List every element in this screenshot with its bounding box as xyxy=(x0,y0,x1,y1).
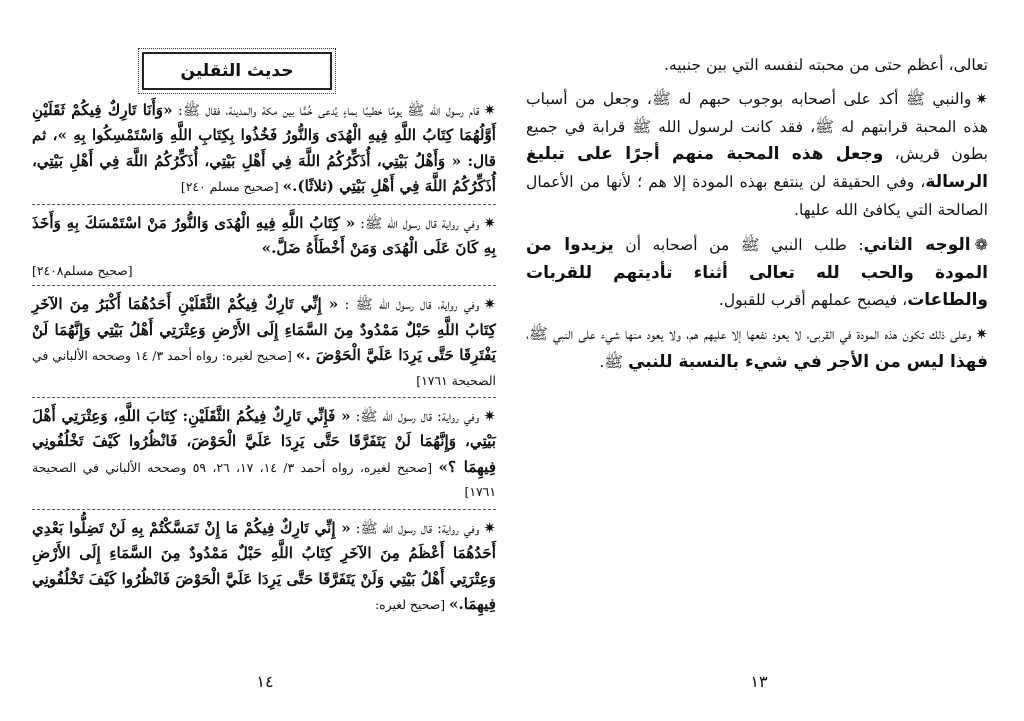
bold-phrase: فهذا ليس من الأجر في شيء بالنسبة للنبي xyxy=(628,351,988,372)
paragraph xyxy=(526,86,988,225)
star-ornament-icon: ✷ xyxy=(483,518,496,537)
hadith-quote: « كِتَابُ اللَّهِ فِيهِ الْهُدَى وَالنُّورُ مَنْ اسْتَمْسَكَ بِهِ وَأَخَذَ بِهِ كَانَ عَلَى الْهُدَى وَمَنْ أَخْطَأَهُ ضَلَّ.» xyxy=(32,213,496,258)
page-number-right: ١٣ xyxy=(750,672,768,691)
bold-phrase: وجعل هذه المحبة منهم أجرًا على تبليغ الرسالة xyxy=(526,144,988,193)
bold-phrase: الوجه الثاني xyxy=(863,234,971,255)
text-run: وفي رواية قال رسول الله ﷺ: xyxy=(355,215,480,232)
section-title-text: حديث الثقلين xyxy=(180,61,294,81)
hadith-source: [صحيح لغيره، رواه أحمد ٣/ ١٤، ١٧، ٢٦، ٥٩ وصححه الألباني في الصحيحة ١٧٦١] xyxy=(32,459,496,500)
text-run: ﷺ. xyxy=(599,352,629,371)
hadith-source: [صحيح مسلم٢٤٠٨] xyxy=(32,263,133,279)
hadith-quote: « إِنِّي تَارِكٌ فِيكُمْ مَا إِنْ تَمَسَّكْتُمْ بِهِ لَنْ تَضِلُّوا بَعْدِي أَحَدُهُمَا أَعْظَمُ مِنَ الآخَرِ كِتَابُ اللَّهِ حَبْلٌ مَمْدُودٌ مِنَ السَّمَاءِ إِلَى الأَرْضِ وَعِتْرَتِي أَهْلُ بَيْتِي وَلَنْ يَتَفَرَّقَا حَتَّى يَرِدَا عَلَيَّ الْحَوْضَ فَانْظُرُوا كَيْفَ تَخْلُفُونِي فِيهِمَا.» xyxy=(32,518,496,613)
star-ornament-icon: ✷ xyxy=(483,101,496,119)
hadith-source: [صحيح لغيره: xyxy=(375,596,449,612)
hadith-entry xyxy=(32,211,496,287)
paragraph xyxy=(526,52,988,80)
text-run: وفي رواية: قال رسول الله ﷺ: xyxy=(350,520,480,537)
hadith-quote: « إِنِّي تَارِكٌ فِيكُمْ الثَّقَلَيْنِ أَحَدُهُمَا أَكْبَرُ مِنَ الآخَرِ كِتَابُ اللَّهِ حَبْلٌ مَمْدُودٌ مِنَ السَّمَاءِ إِلَى الأَرْضِ وَعِتْرَتِي أَهْلُ بَيْتِي وَإِنَّهُمَا لَنْ يَفْتَرِقَا حَتَّى يَرِدَا عَلَيَّ الْحَوْضَ .» xyxy=(32,295,496,365)
paragraph xyxy=(526,231,988,315)
page-number-left: ١٤ xyxy=(256,672,274,691)
section-title xyxy=(142,52,332,90)
text-run: وعلى ذلك تكون هذه المودة في القربى، لا يعود نفعها إلا عليهم هم، ولا يعود منها شيء على النبي ﷺ، xyxy=(526,325,972,344)
star-ornament-icon: ✷ xyxy=(975,89,988,108)
right-page xyxy=(524,0,994,721)
paragraph xyxy=(526,321,988,377)
star-ornament-icon: ✷ xyxy=(975,325,988,344)
text-run: تعالى، أعظم حتى من محبته لنفسه التي بين جنبيه. xyxy=(663,56,988,74)
text-run: وفي رواية: قال رسول الله ﷺ: xyxy=(350,409,480,426)
right-page-body xyxy=(526,52,988,383)
hadith-source: [صحيح لغيره: رواه أحمد ٣/ ١٤ وصححه الألباني في الصحيحة ١٧٦١] xyxy=(32,348,496,388)
text-run: وفي رواية، قال رسول الله ﷺ : xyxy=(338,297,480,314)
hadith-quote: «وَأَنَا تَارِكٌ فِيكُمْ ثَقَلَيْنِ أَوَّلُهُمَا كِتَابُ اللَّهِ فِيهِ الْهُدَى وَالنُّورُ فَخُذُوا بِكِتَابِ اللَّهِ وَاسْتَمْسِكُوا بِهِ »، ثم قال: « وَأَهْلُ بَيْتِي، أُذَكِّرُكُمُ اللَّهَ فِي أَهْلِ بَيْتِي، أُذَكِّرُكُمُ اللَّهَ فِي أَهْلِ بَيْتِي، أُذَكِّرُكُمُ اللَّهَ فِي أَهْلِ بَيْتِي (ثلاثًا).» xyxy=(32,101,496,196)
hadith-quote: « فَإِنِّي تَارِكٌ فِيكُمُ الثَّقَلَيْنِ: كِتَابَ اللَّهِ، وَعِتْرَتِي أَهْلَ بَيْتِي، وَإِنَّهُمَا لَنْ يَتَفَرَّقَا حَتَّى يَرِدَا عَلَيَّ الْحَوْضَ، فَانْظُرُوا كَيْفَ تَخْلُفُونِي فِيهِمَا ؟» xyxy=(32,407,496,476)
hadith-entry xyxy=(32,98,496,205)
left-page xyxy=(30,0,500,721)
bold-phrase: يزيدوا من المودة والحب لله تعالى أثناء تأديتهم للقربات والطاعات xyxy=(526,234,988,311)
hadith-entry xyxy=(32,292,496,398)
text-run: والنبي ﷺ أكد على أصحابه بوجوب حبهم له ﷺ، وجعل من أسباب هذه المحبة قرابتهم له ﷺ، فقد كانت لرسول الله ﷺ قرابة في جميع بطون قريش، xyxy=(526,89,988,164)
hadith-entry xyxy=(32,516,496,622)
hadith-source: [صحيح مسلم ٢٤٠] xyxy=(180,179,283,195)
text-run: ، وفي الحقيقة لن ينتفع بهذه المودة إلا هم ؛ لأنها من الأعمال الصالحة التي يكافئ الله عليها. xyxy=(526,173,988,219)
flower-ornament-icon: ❁ xyxy=(974,234,989,254)
text-run: : طلب النبي ﷺ من أصحابه أن xyxy=(613,235,864,254)
star-ornament-icon: ✷ xyxy=(483,407,496,426)
star-ornament-icon: ✷ xyxy=(483,295,497,314)
text-run: ، فيصبح عملهم أقرب للقبول. xyxy=(718,291,908,310)
star-ornament-icon: ✷ xyxy=(483,213,496,232)
text-run: قام رسول الله ﷺ يومًا خطيبًا بماءٍ يُدعى خُمًّا بين مكة والمدينة، فقال ﷺ: xyxy=(172,103,480,119)
hadith-list xyxy=(32,98,496,627)
hadith-entry xyxy=(32,404,496,510)
